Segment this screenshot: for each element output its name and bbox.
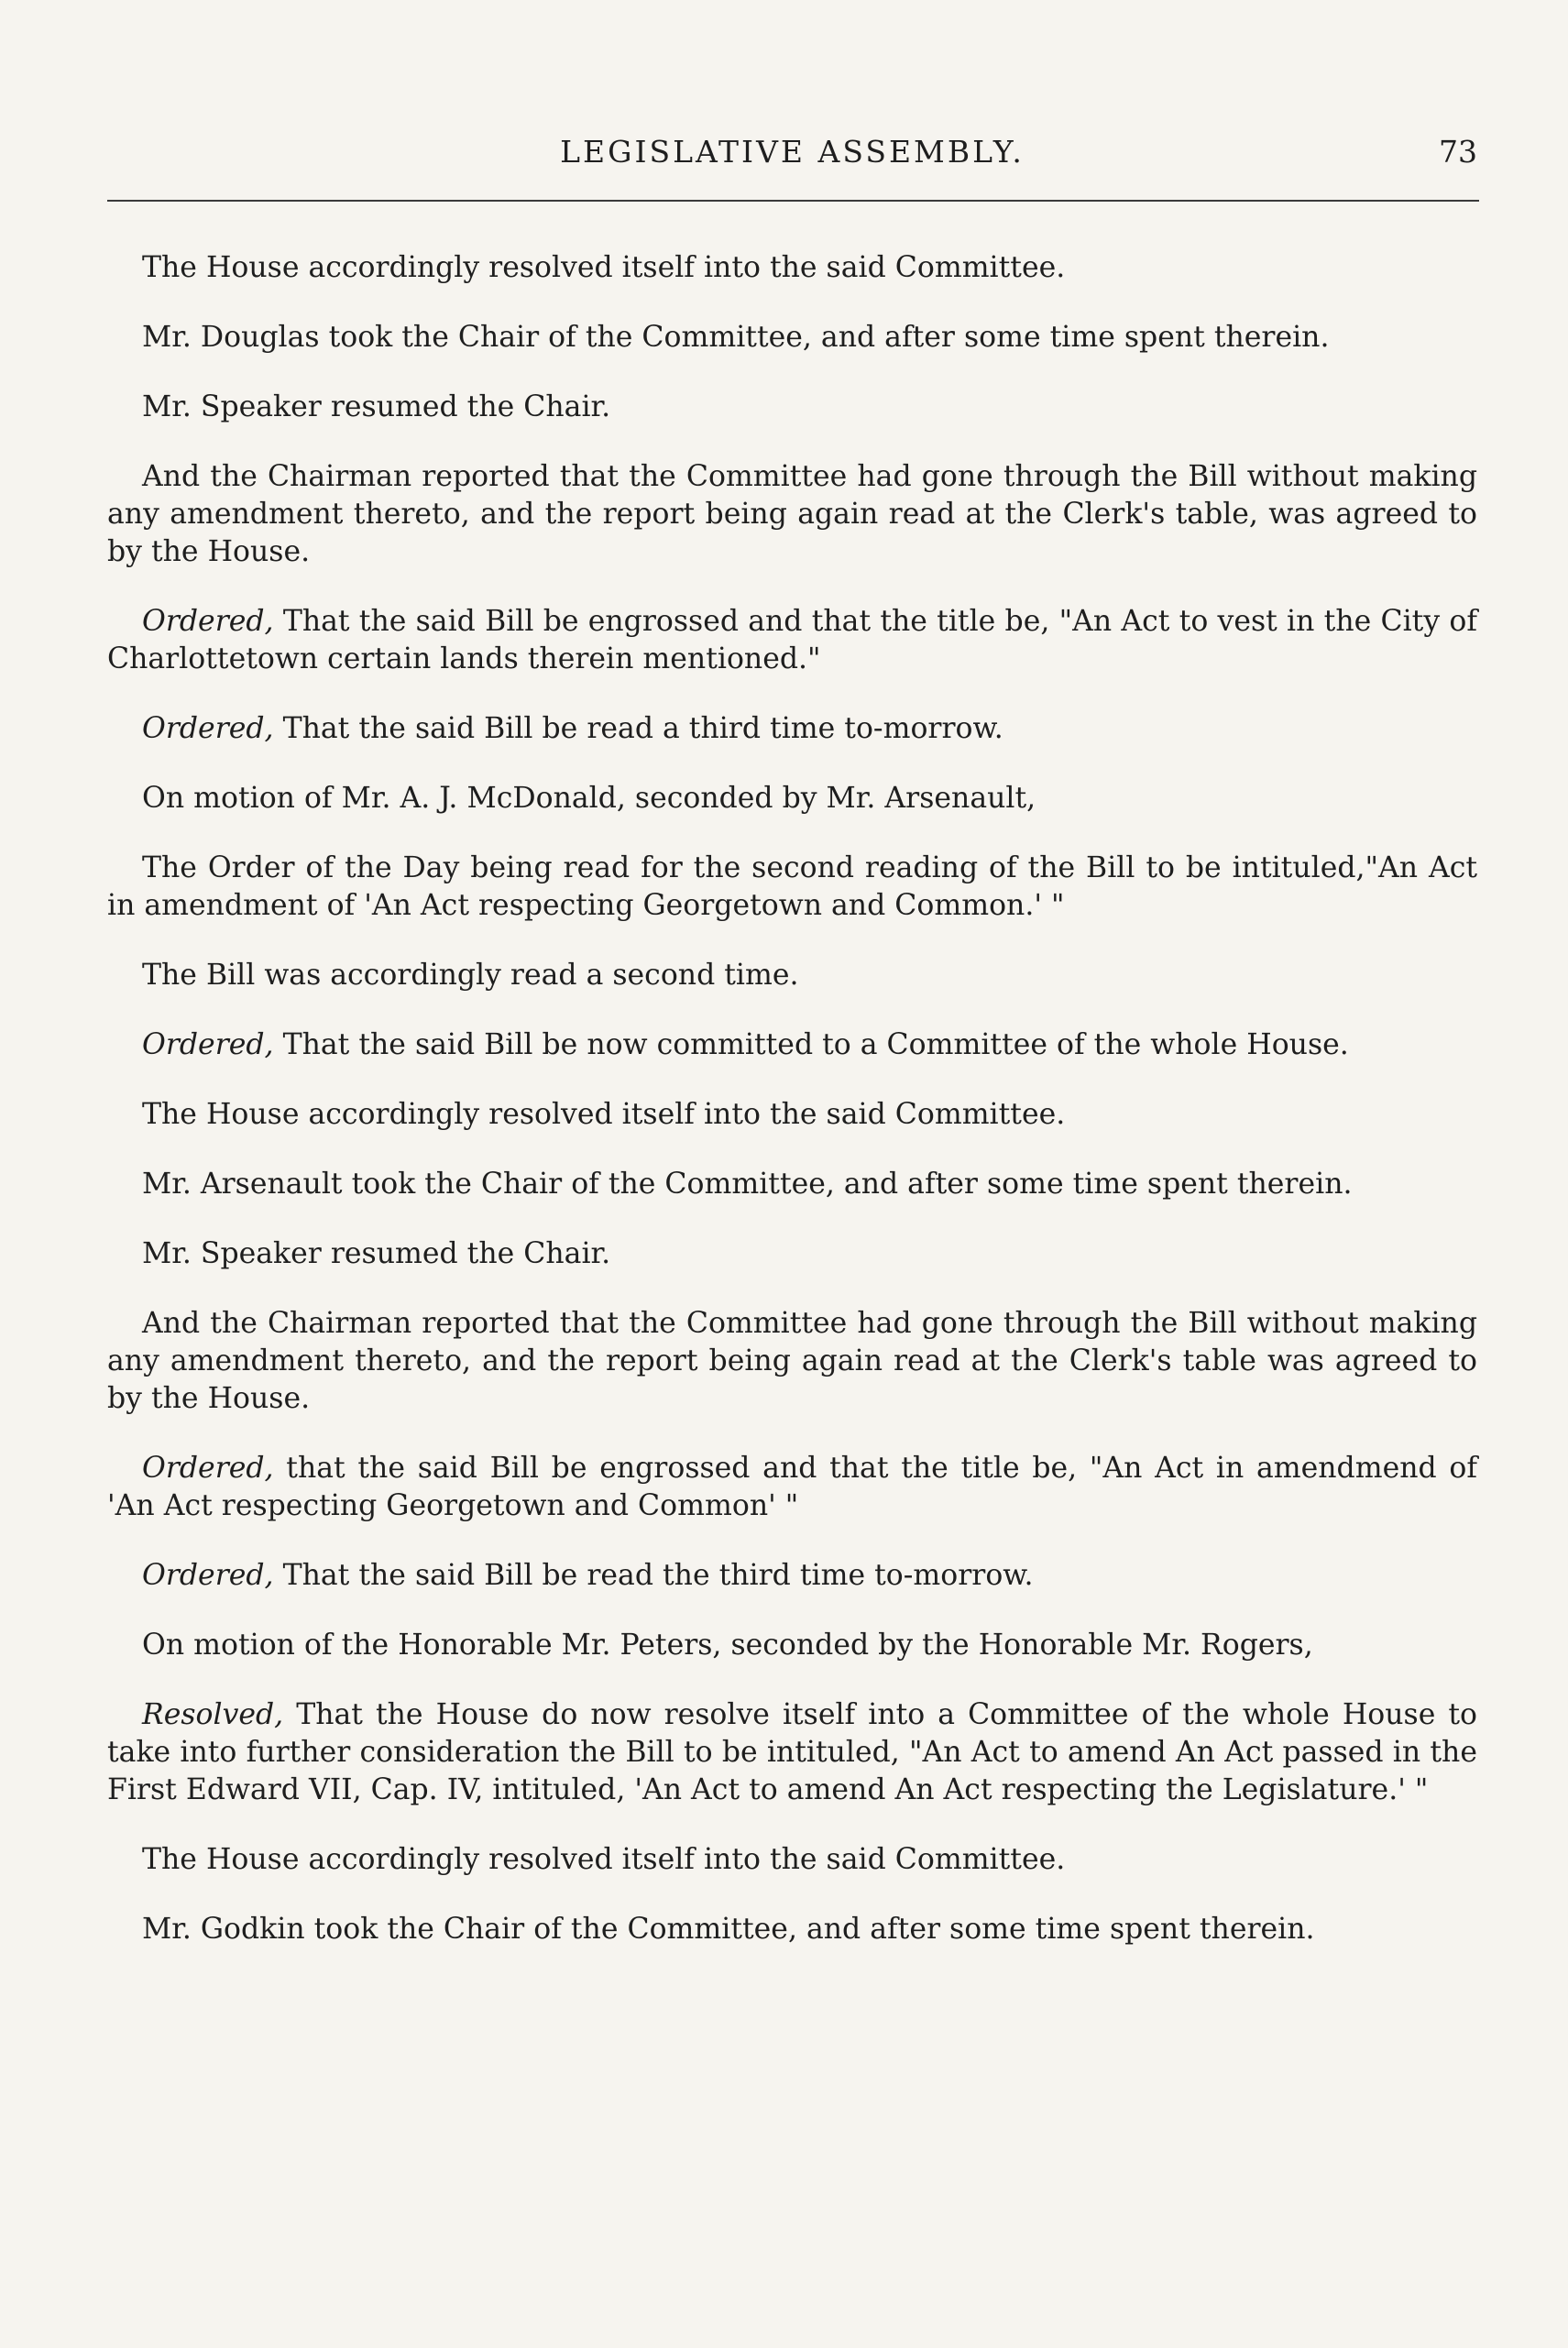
paragraph [107, 1450, 1477, 1525]
paragraph-text: The House accordingly resolved itself into the said Committee. [142, 251, 1066, 284]
paragraph-text: Mr. Godkin took the Chair of the Committee, and after some time spent therein. [142, 1913, 1315, 1946]
paragraph-text: On motion of Mr. A. J. McDonald, seconded by Mr. Arsenault, [142, 782, 1036, 815]
running-head [107, 134, 1477, 178]
paragraph-text: Mr. Arsenault took the Chair of the Committee, and after some time spent therein. [142, 1168, 1353, 1201]
paragraph [107, 603, 1477, 678]
paragraph-text: That the said Bill be read the third time to-morrow. [273, 1559, 1034, 1592]
header-rule [107, 200, 1479, 202]
paragraph [107, 1096, 1477, 1134]
paragraph-text: Mr. Douglas took the Chair of the Committee, and after some time spent therein. [142, 321, 1330, 354]
paragraph-text: The House accordingly resolved itself into the said Committee. [142, 1098, 1066, 1131]
paragraph [107, 1557, 1477, 1595]
paragraph [107, 1841, 1477, 1879]
paragraph-lead: Ordered, [142, 712, 274, 745]
paragraph-text: The Bill was accordingly read a second time. [142, 959, 799, 992]
paragraph [107, 249, 1477, 287]
page-number: 73 [1439, 134, 1477, 170]
paragraph-text: that the said Bill be engrossed and that the title be, "An Act in amendmend of 'An Act respecting Georgetown and Common' " [107, 1452, 1477, 1522]
paragraph [107, 1627, 1477, 1664]
paragraph-text: On motion of the Honorable Mr. Peters, seconded by the Honorable Mr. Rogers, [142, 1629, 1313, 1662]
paragraph-lead: Ordered, [142, 1028, 274, 1061]
paragraph [107, 850, 1477, 925]
paragraph-text: And the Chairman reported that the Committee had gone through the Bill without making any amendment thereto, and the report being again read at the Clerk's table was agreed to by the House. [107, 1307, 1477, 1415]
paragraph [107, 1696, 1477, 1809]
paragraph [107, 1305, 1477, 1418]
paragraph-lead: Ordered, [142, 1559, 274, 1592]
paragraph [107, 710, 1477, 748]
paragraph-text: That the said Bill be read a third time to-morrow. [273, 712, 1003, 745]
paragraph-text: Mr. Speaker resumed the Chair. [142, 390, 611, 423]
paragraph [107, 1911, 1477, 1948]
paragraph-lead: Ordered, [142, 605, 274, 638]
paragraph [107, 1026, 1477, 1064]
paragraph [107, 957, 1477, 994]
paragraph-text: That the said Bill be engrossed and that the title be, "An Act to vest in the City of Charlottetown certain lands therein mentioned." [107, 605, 1477, 675]
paragraph-text: And the Chairman reported that the Committee had gone through the Bill without making any amendment thereto, and the report being again read at the Clerk's table, was agreed to by the House. [107, 460, 1477, 568]
paragraph-lead: Resolved, [142, 1698, 284, 1731]
paragraph-text: Mr. Speaker resumed the Chair. [142, 1237, 611, 1270]
paragraph-lead: Ordered, [142, 1452, 274, 1485]
body-text [107, 249, 1477, 1980]
paragraph-text: That the said Bill be now committed to a Committee of the whole House. [273, 1028, 1349, 1061]
paragraph-text: That the House do now resolve itself into a Committee of the whole House to take into further consideration the Bill to be intituled, "An Act to amend An Act passed in the First Edward VII, Cap. IV, intituled, 'An Act to amend An Act respecting the Legislature.' " [107, 1698, 1477, 1806]
paragraph [107, 1166, 1477, 1203]
paragraph [107, 1235, 1477, 1273]
paragraph-text: The Order of the Day being read for the second reading of the Bill to be intituled,"An Act in amendment of 'An Act respecting Georgetown and Common.' " [107, 851, 1477, 922]
running-title: LEGISLATIVE ASSEMBLY. [560, 134, 1025, 170]
paragraph [107, 389, 1477, 426]
paragraph [107, 780, 1477, 817]
paragraph-text: The House accordingly resolved itself into the said Committee. [142, 1843, 1066, 1876]
paragraph [107, 319, 1477, 357]
paragraph [107, 458, 1477, 571]
